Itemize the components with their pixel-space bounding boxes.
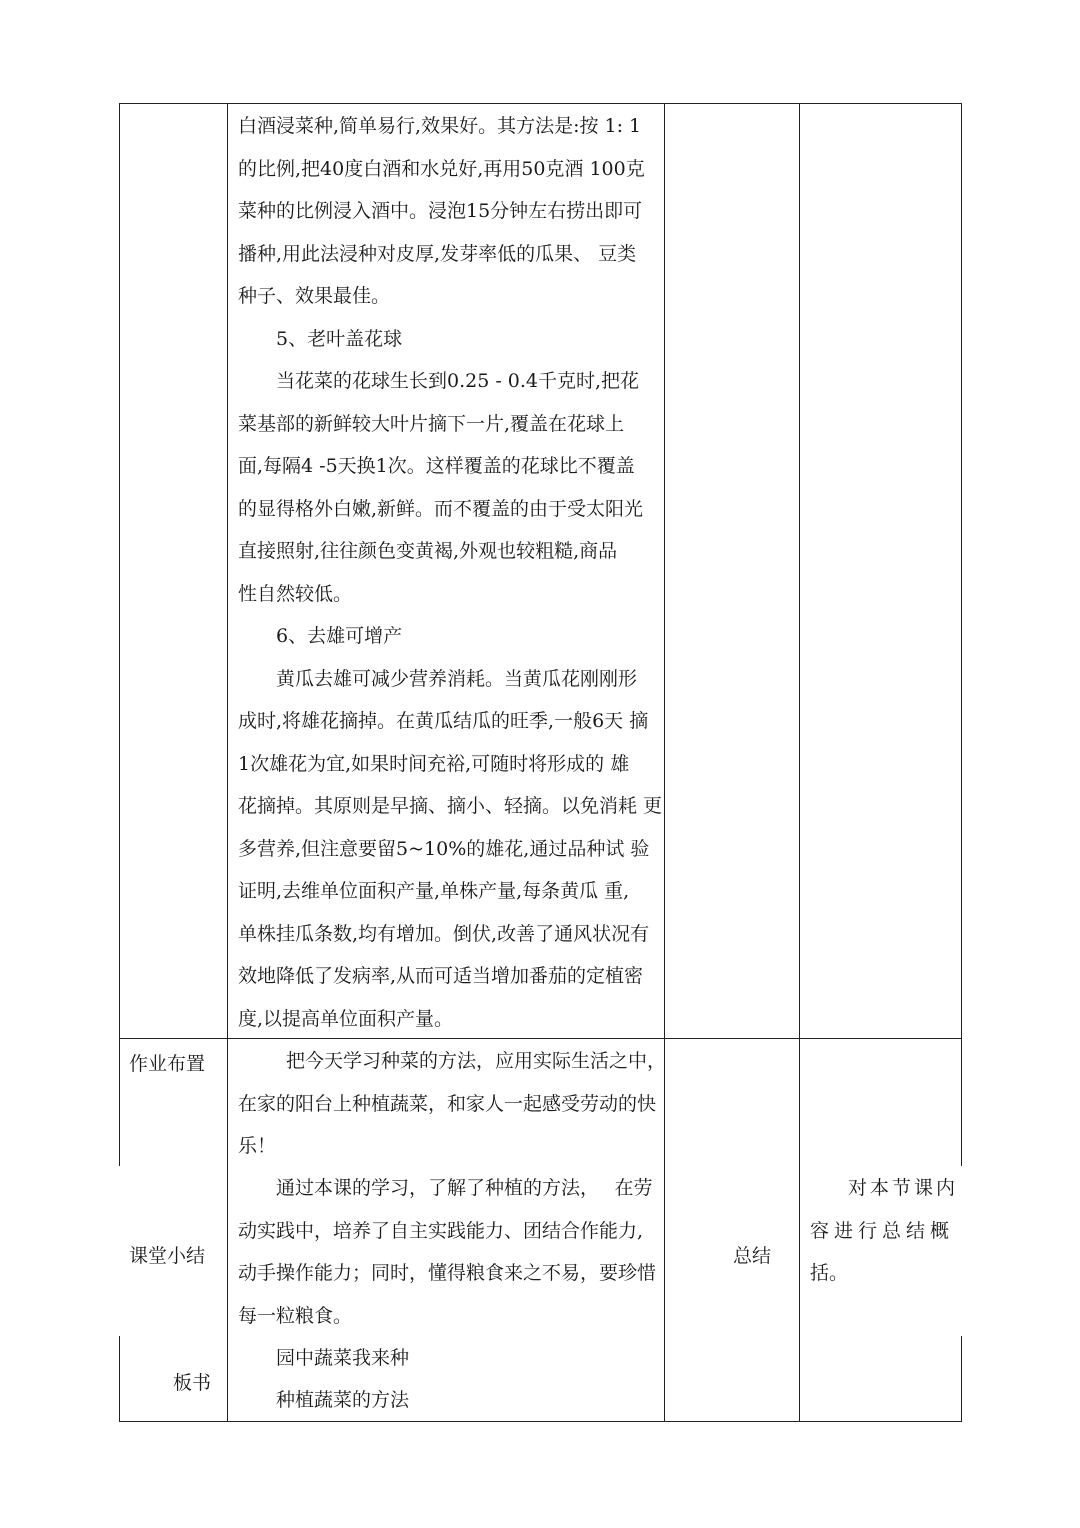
section-heading: 6、去雄可增产 <box>276 625 403 647</box>
homework-line: 在家的阳台上种植蔬菜，和家人一起感受劳动的快 <box>238 1093 657 1115</box>
content-line: 菜基部的新鲜较大叶片摘下一片,覆盖在花球上 <box>238 413 625 435</box>
board-line: 园中蔬菜我来种 <box>276 1347 410 1369</box>
intent-line: 对本节课内 <box>848 1177 959 1199</box>
board-line: 种植蔬菜的方法 <box>276 1389 410 1411</box>
content-line: 播种,用此法浸种对皮厚,发芽率低的瓜果、 豆类 <box>238 243 637 265</box>
column-divider-1 <box>227 103 228 1422</box>
column-divider-2 <box>664 103 665 1422</box>
intent-line: 容进行总结概 <box>810 1220 955 1242</box>
content-line: 直接照射,往往颜色变黄褐,外观也较粗糙,商品 <box>238 540 618 562</box>
table-border-left-1 <box>119 103 120 1166</box>
table-border-right-2 <box>961 1336 962 1422</box>
summary-label: 课堂小结 <box>129 1245 206 1267</box>
content-line: 面,每隔4 -5天换1次。这样覆盖的花球比不覆盖 <box>238 455 635 477</box>
content-line: 成时,将雄花摘掉。在黄瓜结瓜的旺季,一般6天 摘 <box>238 710 649 732</box>
content-line: 的显得格外白嫩,新鲜。而不覆盖的由于受太阳光 <box>238 498 644 520</box>
content-line: 度,以提高单位面积产量。 <box>238 1008 454 1030</box>
content-line: 花摘掉。其原则是早摘、摘小、轻摘。以免消耗 更 <box>238 795 663 817</box>
table-border-right-1 <box>961 103 962 1166</box>
content-line: 单株挂瓜条数,均有增加。倒伏,改善了通风状况有 <box>238 923 650 945</box>
homework-line: 乐！ <box>238 1135 277 1157</box>
content-line: 当花菜的花球生长到0.25 - 0.4千克时,把花 <box>276 370 640 392</box>
content-line: 的比例,把40度白酒和水兑好,再用50克酒 100克 <box>238 158 645 180</box>
intent-line: 括。 <box>810 1262 849 1284</box>
table-border-bottom <box>119 1421 962 1422</box>
table-border-top <box>119 103 962 104</box>
content-line: 效地降低了发病率,从而可适当增加番茄的定植密 <box>238 965 644 987</box>
content-line: 证明,去维单位面积产量,单株产量,每条黄瓜 重, <box>238 880 630 902</box>
section-heading: 5、老叶盖花球 <box>276 328 403 350</box>
summary-line: 动手操作能力；同时，懂得粮食来之不易，要珍惜 <box>238 1262 657 1284</box>
content-line: 种子、效果最佳。 <box>238 285 391 307</box>
summary-activity: 总结 <box>733 1245 772 1267</box>
content-line: 性自然较低。 <box>238 583 353 605</box>
content-line: 菜种的比例浸入酒中。浸泡15分钟左右捞出即可 <box>238 200 643 222</box>
content-line: 1次雄花为宜,如果时间充裕,可随时将形成的 雄 <box>238 753 630 775</box>
column-divider-3 <box>799 103 800 1422</box>
summary-line: 每一粒粮食。 <box>238 1305 353 1327</box>
homework-line: 把今天学习种菜的方法，应用实际生活之中， <box>286 1050 667 1072</box>
table-border-left-2 <box>119 1336 120 1422</box>
summary-line: 动实践中，培养了自主实践能力、团结合作能力, <box>238 1220 644 1242</box>
content-line: 黄瓜去雄可减少营养消耗。当黄瓜花刚刚形 <box>276 668 638 690</box>
board-label: 板书 <box>173 1372 212 1394</box>
summary-line: 通过本课的学习，了解了种植的方法， 在劳 <box>276 1177 653 1199</box>
homework-label: 作业布置 <box>129 1053 206 1075</box>
content-line: 白酒浸菜种,简单易行,效果好。其方法是:按 1: 1 <box>238 115 642 137</box>
content-line: 多营养,但注意要留5~10%的雄花,通过品种试 验 <box>238 838 650 860</box>
